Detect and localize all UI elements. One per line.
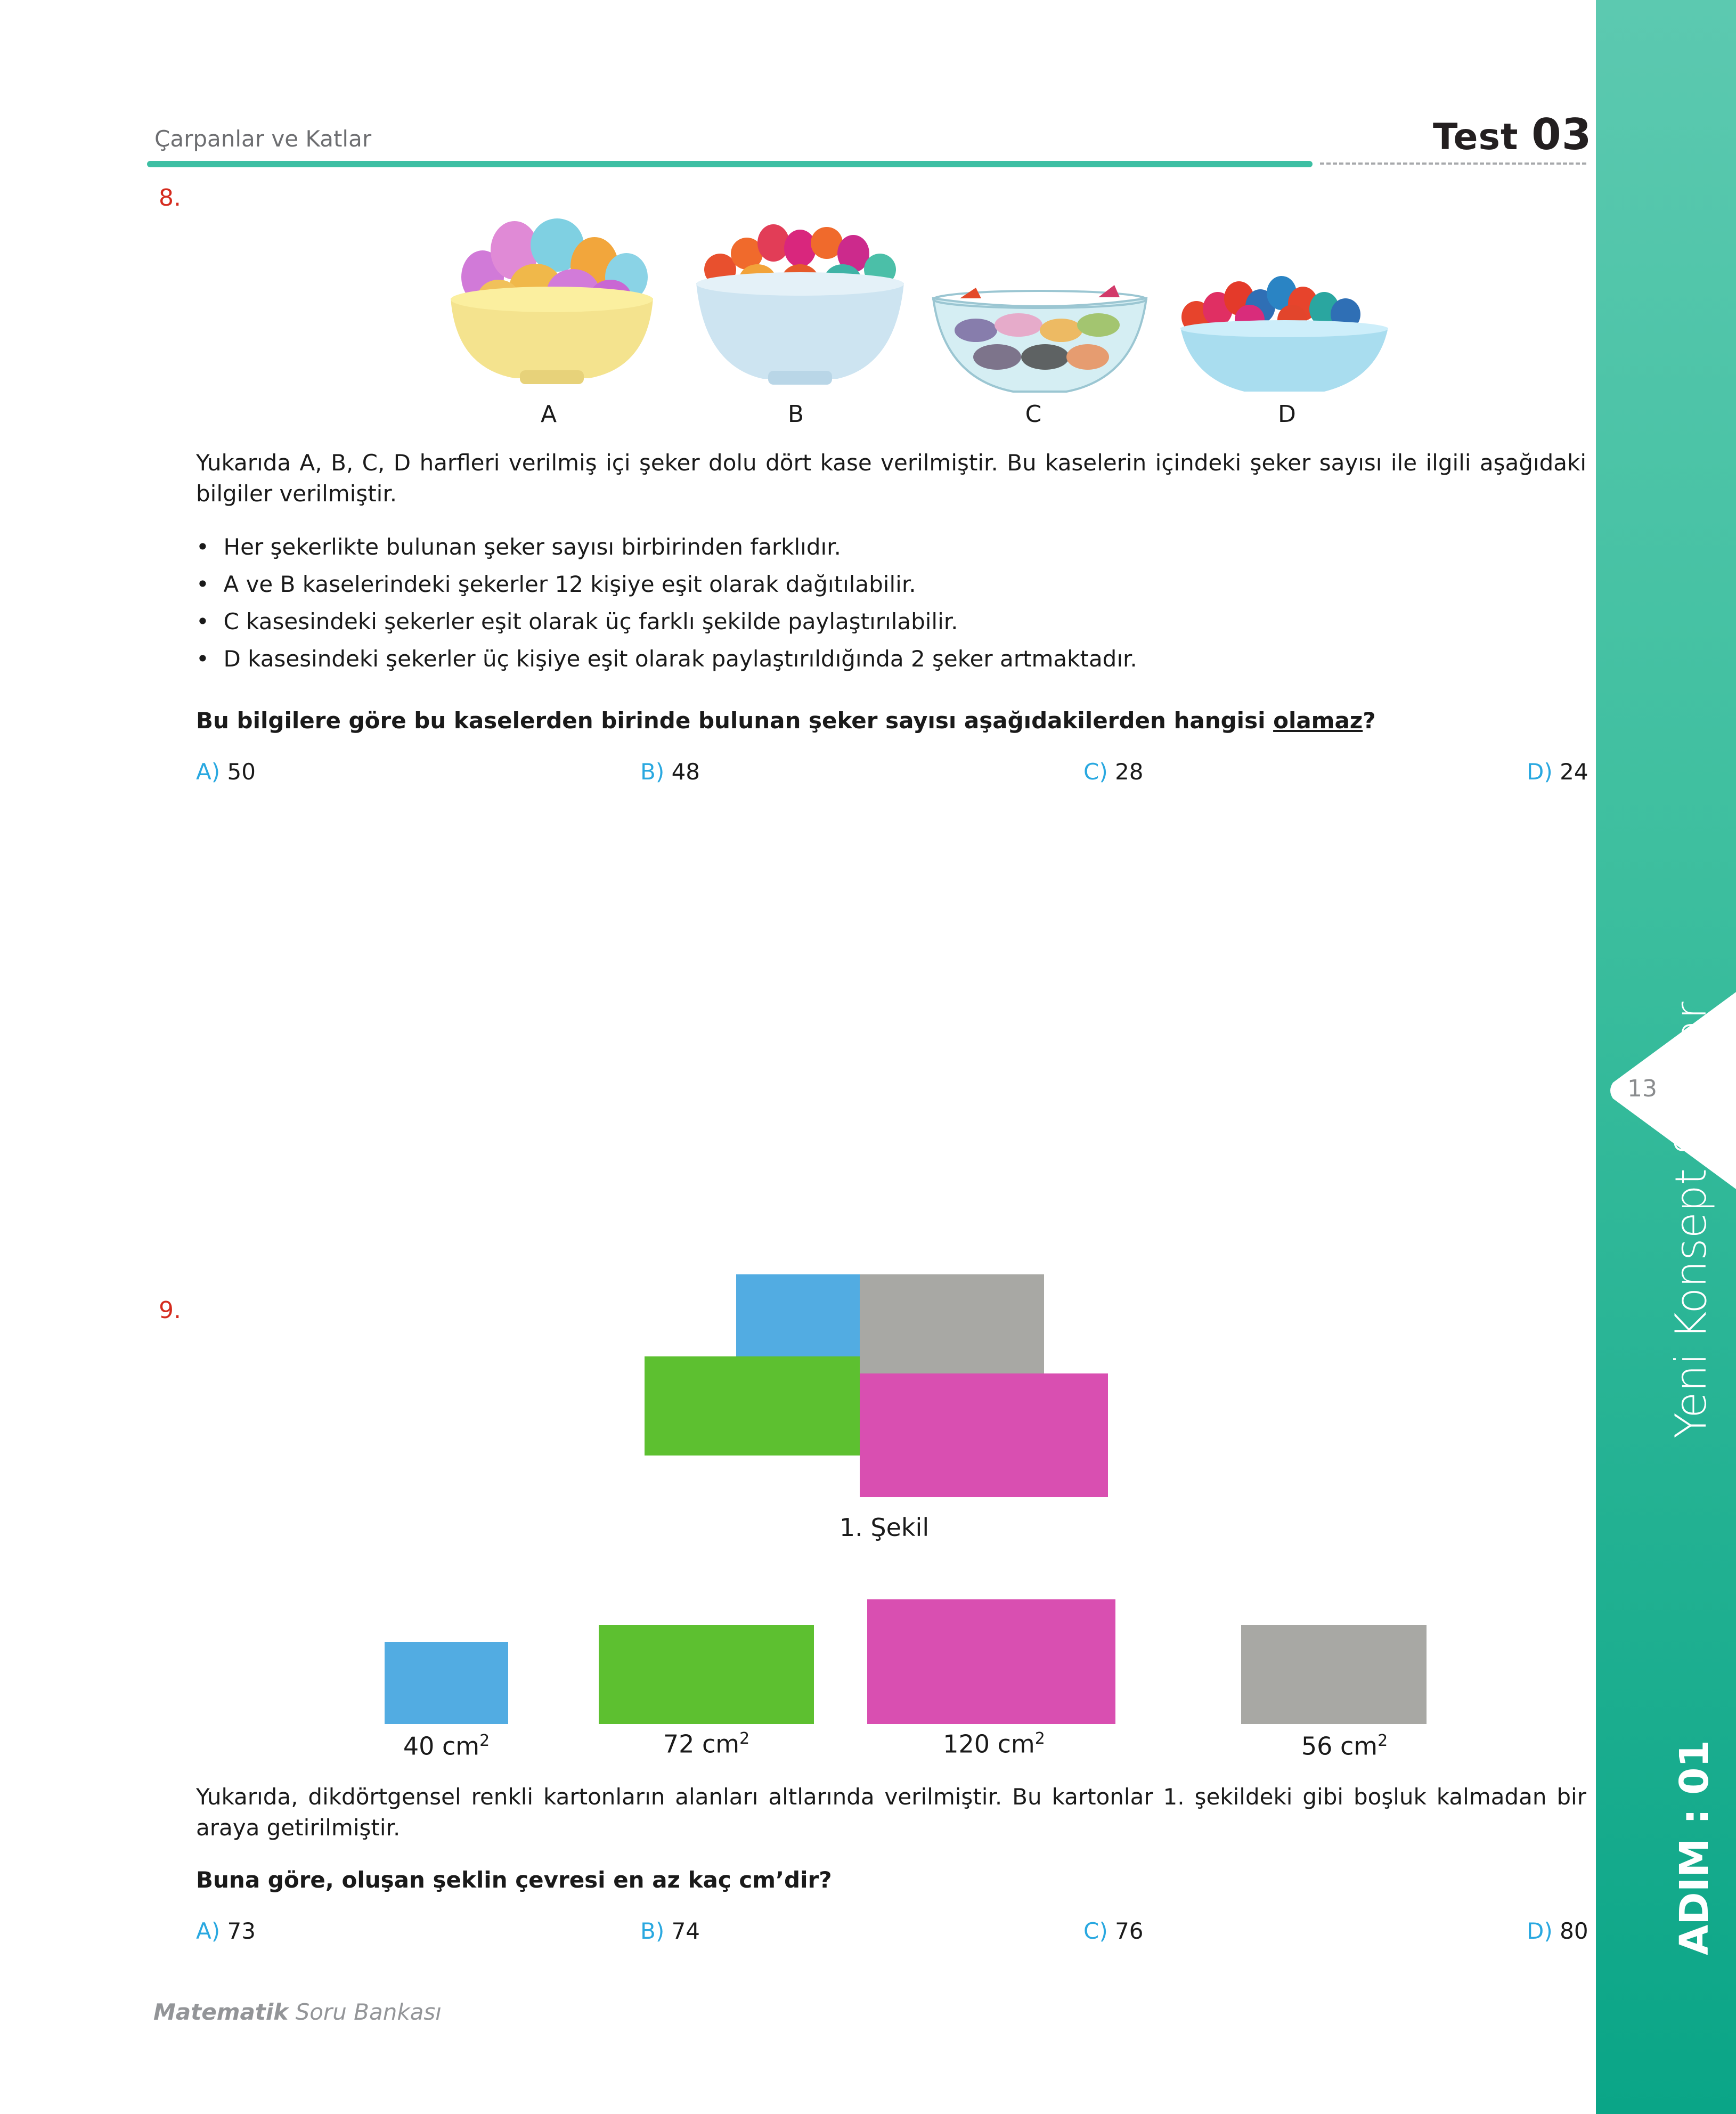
q9-option-d[interactable]: D) 80 — [1527, 1918, 1588, 1944]
test-title — [1433, 110, 1592, 159]
area-label-blue: 40 $cm^2$ — [403, 1731, 490, 1761]
q8-option-d[interactable]: D) 24 — [1527, 759, 1588, 785]
question-8-intro: Yukarıda A, B, C, D harfleri verilmiş içi şeker dolu dört kase verilmiştir. Bu kaselerin içindeki şeker sayısı ile ilgili aşağıdaki bilgiler verilmiştir. — [196, 450, 1586, 507]
footer-book-title: Matematik Soru Bankası — [153, 1999, 442, 2025]
header-dashed-rule — [1320, 162, 1586, 165]
question-8-underlined: olamaz — [1273, 708, 1363, 734]
bowl-label-b: B — [787, 401, 804, 428]
area-label-gray: 56 $cm^2$ — [1301, 1731, 1388, 1761]
page-number: 13 — [1627, 1075, 1657, 1102]
question-9-intro: Yukarıda, dikdörtgensel renkli kartonların alanları altlarında verilmiştir. Bu kartonlar 1. şekildeki gibi boşluk kalmadan bir araya getirilmiştir. — [196, 1784, 1586, 1841]
card-gray — [1241, 1625, 1427, 1724]
bowl-b-illustration — [683, 211, 917, 392]
bowl-label-c: C — [1025, 401, 1042, 428]
figure-pink-rectangle — [860, 1373, 1108, 1497]
bullet-item-2: • A ve B kaselerindeki şekerler 12 kişiye eşit olarak dağıtılabilir. — [196, 571, 916, 597]
test-number: 03 — [1531, 110, 1592, 159]
area-label-green: 72 $cm^2$ — [663, 1729, 750, 1759]
card-pink — [867, 1599, 1115, 1724]
question-9-prompt: Buna göre, oluşan şeklin çevresi en az kaç cm’dir? — [196, 1867, 832, 1893]
figure-green-rectangle — [645, 1356, 860, 1456]
question-9-number: 9. — [159, 1297, 181, 1324]
question-8-prompt: Bu bilgilere göre bu kaselerden birinde bulunan şeker sayısı aşağıdakilerden hangisi olamaz? — [196, 708, 1376, 734]
bowl-label-a: A — [540, 401, 557, 428]
chapter-title: Çarpanlar ve Katlar — [154, 126, 372, 152]
question-8-bullet-list — [196, 532, 1137, 674]
side-step-label: ADIM : 01 — [1672, 1740, 1717, 1955]
q8-option-b[interactable]: B) 48 — [640, 759, 700, 785]
q9-option-c[interactable]: C) 76 — [1083, 1918, 1144, 1944]
bowl-c-illustration — [928, 282, 1152, 400]
q8-option-c[interactable]: C) 28 — [1083, 759, 1144, 785]
card-blue — [385, 1642, 508, 1724]
figure-gray-rectangle — [860, 1274, 1044, 1373]
header-rule — [147, 161, 1313, 167]
q9-option-a[interactable]: A) 73 — [196, 1918, 256, 1944]
figure-caption: 1. Şekil — [839, 1513, 930, 1542]
bowl-a-illustration — [435, 208, 669, 389]
bullet-item-3: • C kasesindeki şekerler eşit olarak üç farklı şekilde paylaştırılabilir. — [196, 608, 958, 635]
test-label: Test — [1433, 116, 1519, 158]
question-8-number: 8. — [159, 184, 181, 212]
side-section-title: Yeni Konsept Sorular — [1666, 1002, 1716, 1438]
area-label-pink: 120 $cm^2$ — [943, 1729, 1045, 1759]
bullet-item-1: • Her şekerlikte bulunan şeker sayısı birbirinden farklıdır. — [196, 534, 841, 560]
bowl-label-d: D — [1278, 401, 1296, 428]
bowl-d-illustration — [1175, 266, 1393, 400]
card-green — [599, 1625, 814, 1724]
bullet-item-4: • D kasesindeki şekerler üç kişiye eşit olarak paylaştırıldığında 2 şeker artmaktadır. — [196, 646, 1137, 672]
q8-option-a[interactable]: A) 50 — [196, 759, 256, 785]
q9-option-b[interactable]: B) 74 — [640, 1918, 700, 1944]
